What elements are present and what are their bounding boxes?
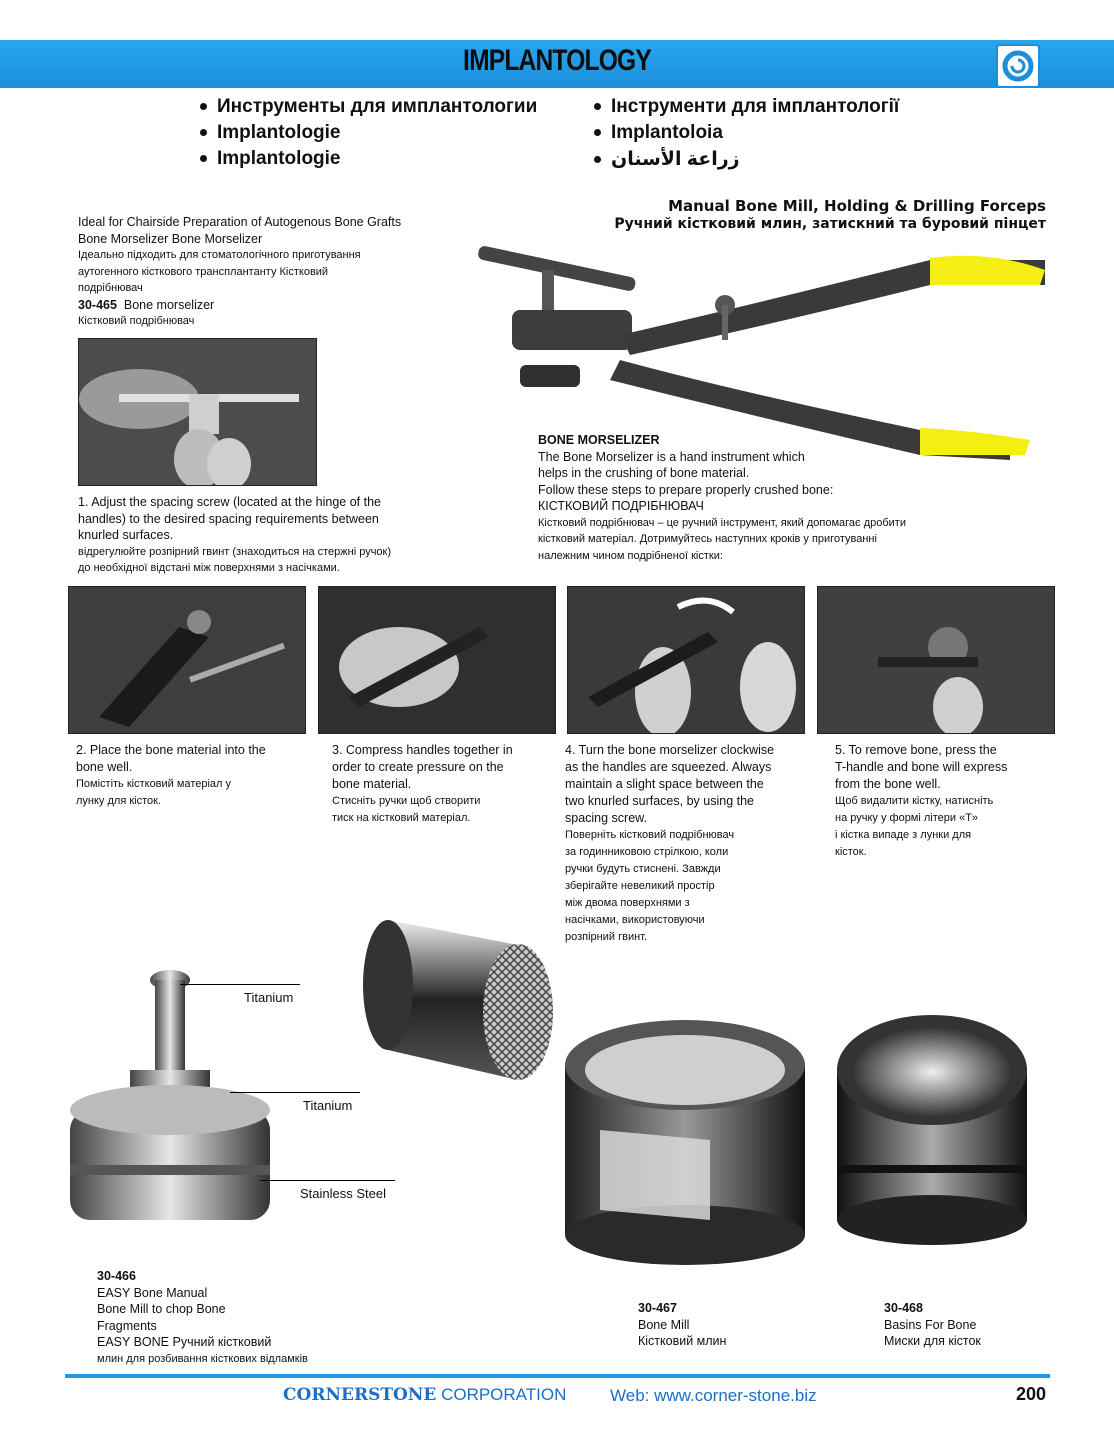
lang-item: Инструменты для имплантологии: [200, 96, 537, 118]
lang-item: Implantoloia: [594, 122, 723, 144]
basin-image: [832, 1010, 1032, 1250]
step-caption-5: 5. To remove bone, press the T-handle and bone will express from the bone well. Щоб видалити кістку, натисніть на ручку у формі літери «T» і кістка випаде з лунки для кісток.: [835, 743, 1008, 858]
material-label: Titanium: [244, 990, 294, 1005]
product-30-466: 30-466 EASY Bone Manual Bone Mill to chop Bone Fragments EASY BONE Ручний кістковий млин для розбивання кісткових відламків: [97, 1269, 308, 1365]
step-1-text: 1. Adjust the spacing screw (located at the hinge of the handles) to the desired spacing requirements between knurled surfaces. відрегулюйте розпірний гвинт (знаходиться на стержні ручок) до необхідної відстані між поверхнями з насічками.: [78, 495, 392, 574]
footer-corporation: CORNERSTONE CORPORATION: [283, 1385, 567, 1405]
bone-mill-cup-image: [560, 1010, 810, 1270]
knurled-cylinder-image: [358, 900, 558, 1100]
footer-website-link[interactable]: Web: www.corner-stone.biz: [610, 1386, 817, 1405]
page-number: 200: [1016, 1384, 1047, 1404]
lang-item: زراعة الأسنان: [594, 148, 740, 171]
intro-text: Ideal for Chairside Preparation of Autogenous Bone Grafts Bone Morselizer Bone Morselizer Ідеально підходить для стоматологічного приготування аутогенного кісткового трансплантанту Кістковий подрібнювач 30-465 Bone morselizer Кістковий подрібнювач: [78, 215, 402, 327]
forceps-title-ua: Ручний кістковий млин, затискний та буровий пінцет: [614, 216, 1046, 232]
photo-morselizer-hands: [78, 338, 317, 486]
step-caption-3: 3. Compress handles together in order to create pressure on the bone material. Стисніть ручки щоб створити тиск на кістковий матеріал.: [332, 743, 513, 824]
logo: [996, 44, 1040, 88]
logo-icon: [998, 46, 1038, 86]
step-caption-2: 2. Place the bone material into the bone well. Помістіть кістковий матеріал у лунку для кісток.: [76, 743, 266, 807]
footer-line: [65, 1374, 1050, 1378]
forceps-title-en: Manual Bone Mill, Holding & Drilling Forceps: [668, 197, 1046, 215]
morselizer-text: BONE MORSELIZER The Bone Morselizer is a hand instrument which helps in the crushing of bone material. Follow these steps to prepare properly crushed bone: КІСТКОВИЙ ПОДРІБНЮВАЧ Кістковий подрібнювач – це ручний інструмент, який допомагає дробити кістковий матеріал. Дотримуйтесь наступних кроків у приготуванні належним чином подрібненої кістки:: [538, 433, 906, 562]
material-label: Titanium: [303, 1098, 353, 1113]
step-caption-4: 4. Turn the bone morselizer clockwise as the handles are squeezed. Always maintain a slight space between the two knurled surfaces, by using the spacing screw. Поверніть кістковий подрібнювач за годинниковою стрілкою, коли ручки будуть стиснені. Завжди зберігайте невеликий простір між двома поверхнями з насічками, використовуючи розпірний гвинт.: [565, 743, 775, 943]
product-30-467: 30-467 Bone Mill Кістковий млин: [638, 1301, 727, 1348]
step-photo-4: [567, 586, 805, 734]
forceps-illustration: [470, 240, 1050, 460]
page-title: IMPLANTOLOGY: [463, 44, 651, 77]
lang-item: Implantologie: [200, 148, 341, 170]
material-label: Stainless Steel: [300, 1186, 386, 1201]
lang-item: Implantologie: [200, 122, 341, 144]
step-photo-2: [68, 586, 306, 734]
step-photo-5: [817, 586, 1055, 734]
step-photo-3: [318, 586, 556, 734]
lang-item: Інструменти для імплантології: [594, 96, 899, 118]
product-30-468: 30-468 Basins For Bone Миски для кісток: [884, 1301, 981, 1348]
